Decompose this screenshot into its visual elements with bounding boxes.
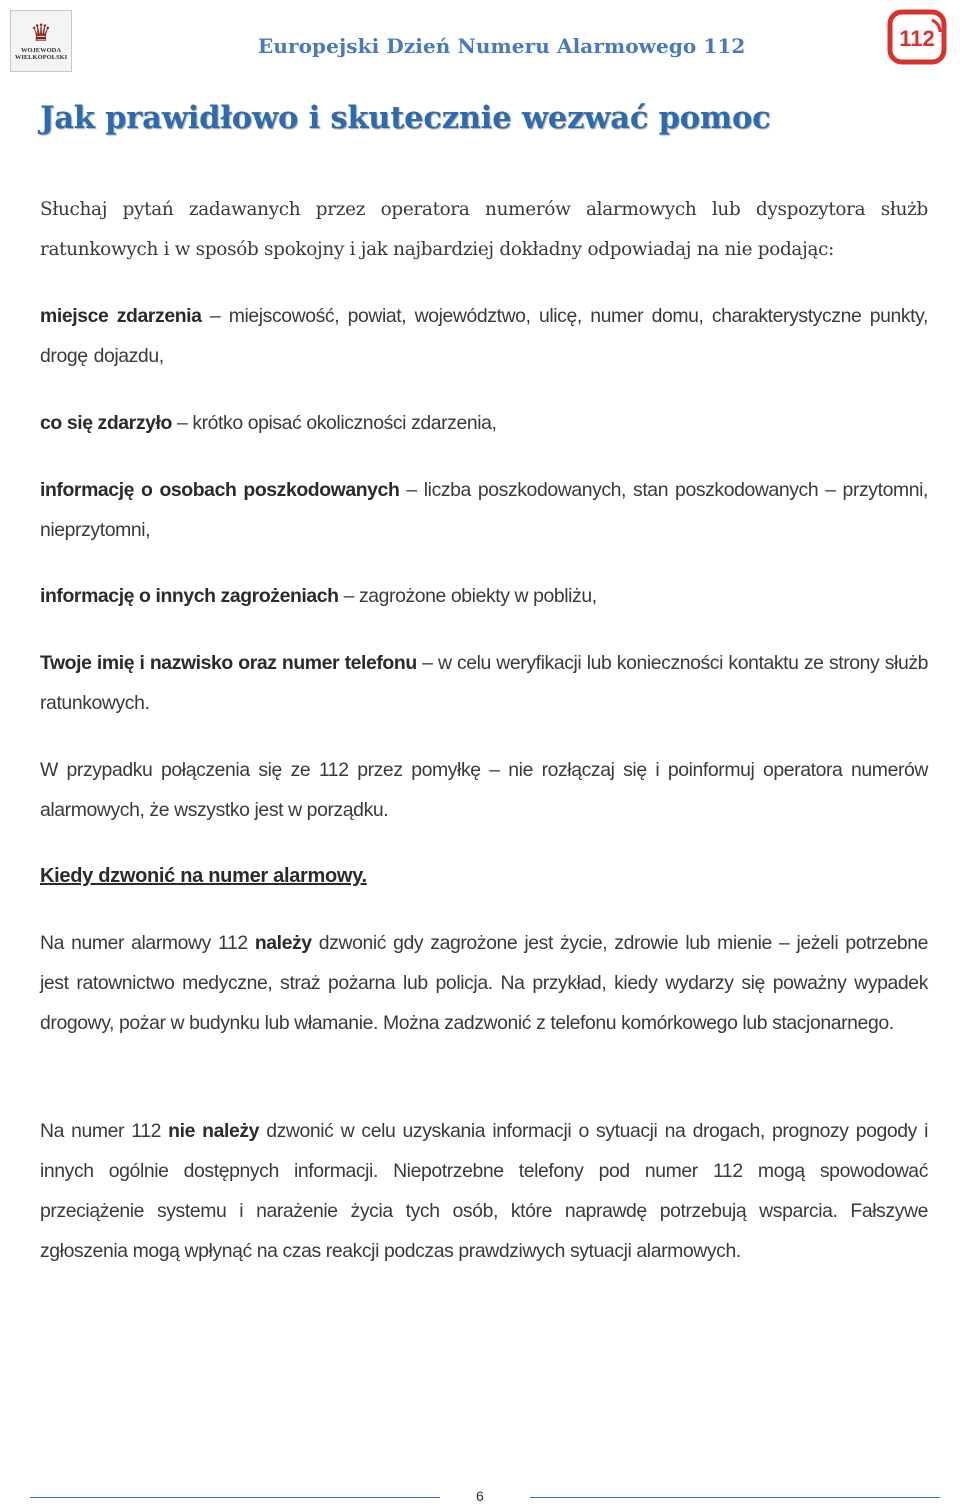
mistake-paragraph: W przypadku połączenia się ze 112 przez pomyłkę – nie rozłączaj się i poinformuj operatora numerów alarmowych, że wszystko jest w porządku.: [40, 759, 928, 821]
intro-paragraph: Słuchaj pytań zadawanych przez operatora numerów alarmowych lub dyspozytora służb ratunkowych i w sposób spokojny i jak najbardziej dokładny odpowiadaj na nie podając:: [40, 199, 928, 260]
header-title: Europejski Dzień Numeru Alarmowego 112: [258, 34, 746, 58]
not-text-before: Na numer 112: [40, 1120, 169, 1142]
list-item: informację o osobach poszkodowanych – liczba poszkodowanych, stan poszkodowanych – przytomni, nieprzytomni,: [40, 479, 928, 541]
item-term: miejsce zdarzenia: [40, 305, 202, 327]
list-item: co się zdarzyło – krótko opisać okoliczności zdarzenia,: [40, 412, 497, 434]
item-term: Twoje imię i nazwisko oraz numer telefonu: [40, 652, 417, 674]
when-heading: Kiedy dzwonić na numer alarmowy.: [40, 865, 367, 887]
item-term: informację o innych zagrożeniach: [40, 585, 339, 607]
not-paragraph: [40, 1111, 928, 1271]
112-logo-text: 112: [899, 26, 935, 51]
footer-rule-left: [30, 1497, 440, 1498]
item-desc: w celu weryfikacji lub konieczności kontaktu ze strony służb ratunkowych.: [40, 652, 929, 714]
voivode-logo: [10, 10, 72, 72]
not-text-bold: nie należy: [168, 1120, 260, 1142]
list-item: miejsce zdarzenia – miejscowość, powiat, województwo, ulicę, numer domu, charakterystyczne punkty, drogę dojazdu,: [40, 305, 929, 367]
when-text-bold: należy: [254, 932, 312, 954]
item-desc: zagrożone obiekty w pobliżu,: [358, 585, 597, 607]
list-item: informację o innych zagrożeniach – zagrożone obiekty w pobliżu,: [40, 585, 597, 607]
page-number: 6: [476, 1488, 484, 1504]
when-text-before: Na numer alarmowy 112: [40, 932, 255, 954]
item-desc: liczba poszkodowanych, stan poszkodowanych – przytomni, nieprzytomni,: [40, 479, 928, 541]
item-term: informację o osobach poszkodowanych: [40, 479, 400, 501]
voivode-logo-caption: WOJEWODA WIELKOPOLSKI: [14, 47, 68, 61]
page-title: Jak prawidłowo i skutecznie wezwać pomoc: [40, 100, 771, 136]
item-term: co się zdarzyło: [40, 412, 172, 434]
item-desc: miejscowość, powiat, województwo, ulicę, numer domu, charakterystyczne punkty, drogę dojazdu,: [40, 305, 929, 367]
footer-rule-right: [530, 1497, 940, 1498]
112-logo-icon: [886, 6, 950, 70]
not-text-after: dzwonić w celu uzyskania informacji o sytuacji na drogach, prognozy pogody i innych ogólnie dostępnych informacji. Niepotrzebne telefony pod numer 112 mogą spowodować przeciążenie systemu i narażenie życia tych osób, które naprawdę potrzebują wsparcia. Fałszywe zgłoszenia mogą wpłynąć na czas reakcji podczas prawdziwych sytuacji alarmowych.: [40, 1120, 929, 1262]
when-text-after: dzwonić gdy zagrożone jest życie, zdrowie lub mienie – jeżeli potrzebne jest ratownictwo medyczne, straż pożarna lub policja. Na przykład, kiedy wydarzy się poważny wypadek drogowy, pożar w budynku lub włamanie. Można zadzwonić z telefonu komórkowego lub stacjonarnego.: [40, 932, 928, 1034]
when-paragraph: [40, 923, 928, 1043]
page-header: [0, 0, 960, 80]
item-desc: krótko opisać okoliczności zdarzenia,: [192, 412, 497, 434]
list-item: Twoje imię i nazwisko oraz numer telefonu – w celu weryfikacji lub konieczności kontaktu ze strony służb ratunkowych.: [40, 652, 929, 714]
eagle-coat-of-arms-icon: ♛: [30, 19, 52, 47]
